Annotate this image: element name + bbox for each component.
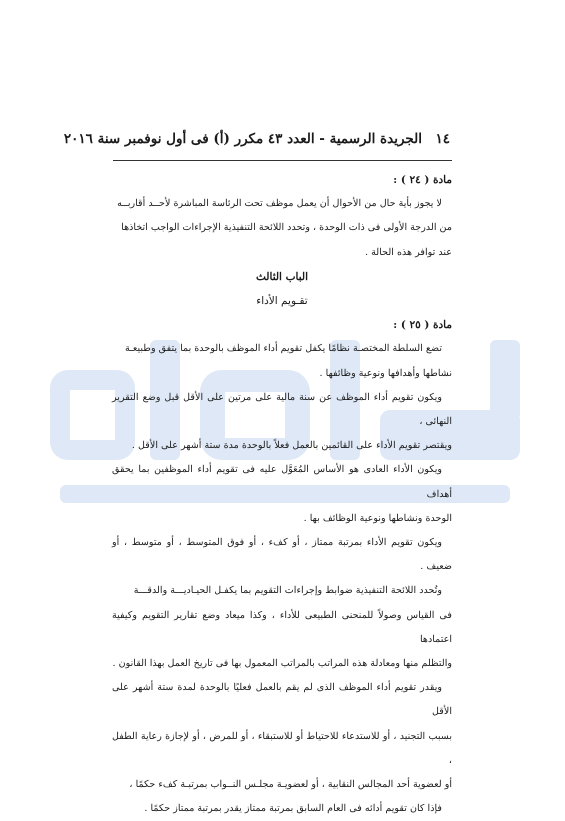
page-number: ١٤ <box>435 131 450 147</box>
article-25-line: ويكون تقويم الأداء بمرتبة ممتاز ، أو كفء ، أو فوق المتوسط ، أو متوسط ، أو ضعيف . <box>112 537 452 573</box>
article-25-line: نشاطها وأهدافها ونوعية وظائفها . <box>319 367 452 379</box>
document-body <box>112 168 452 821</box>
article-25-line: وتُحدد اللائحة التنفيذية ضوابط وإجراءات التقويم بما يكفـل الحيـاديـــة والدقـــة <box>133 585 442 597</box>
page-header <box>63 131 450 153</box>
part-title: الباب الثالث <box>255 270 309 283</box>
article-25-line: أو لعضوية أحد المجالس النقابية ، أو لعضويـة مجلـس النــواب بمرتبـة كفء حكمًا ، <box>129 779 452 791</box>
article-25-line: والتظلم منها ومعادلة هذه المراتب بالمراتب المعمول بها فى تاريخ العمل بهذا القانون . <box>112 658 452 670</box>
article-24-line: لا يجوز بأية حال من الأحوال أن يعمل موظف تحت الرئاسة المباشرة لأحــد أقاربــه <box>117 198 442 210</box>
article-25-line: فإذا كان تقويم أدائه فى العام السابق بمرتبة ممتاز يقدر بمرتبة ممتاز حكمًا . <box>144 803 442 815</box>
article-25-heading: مادة ( ٢٥ ) : <box>393 319 452 332</box>
article-24-heading: مادة ( ٢٤ ) : <box>393 174 452 186</box>
article-25-line: فى القياس وصولاً للمنحنى الطبيعى للأداء ، وكذا ميعاد وضع تقارير التقويم وكيفية اعتمادها <box>112 609 452 645</box>
article-24-line: من الدرجة الأولى فى ذات الوحدة ، وتحدد اللائحة التنفيذية الإجراءات الواجب اتخاذها <box>121 222 452 234</box>
gazette-title: الجريدة الرسمية - العدد ٤٣ مكرر (أ) فى أول نوفمبر سنة ٢٠١٦ <box>63 131 422 147</box>
header-divider <box>113 160 452 161</box>
article-25-line: ويقدر تقويم أداء الموظف الذى لم يقم بالعمل فعليًا بالوحدة لمدة ستة أشهر على الأقل <box>112 682 452 718</box>
article-24-line: عند توافر هذه الحالة . <box>365 246 452 258</box>
article-25-line: ويكون الأداء العادى هو الأساس المُعَوَّل عليه فى تقويم أداء الموظفين بما يحقق أهداف <box>112 464 452 500</box>
article-25-line: الوحدة ونشاطها ونوعية الوظائف بها . <box>303 512 452 524</box>
part-subtitle: تقـويم الأداء <box>256 295 308 308</box>
article-25-line: تضع السلطة المختصـة نظامًا يكفل تقويم أداء الموظف بالوحدة بما يتفق وطبيعـة <box>124 343 442 355</box>
article-25-line: ويقتصر تقويم الأداء على القائمين بالعمل فعلاً بالوحدة مدة ستة أشهر على الأقل . <box>131 440 452 452</box>
article-25-line: ويكون تقويم أداء الموظف عن سنة مالية على مرتين على الأقل قبل وضع التقرير النهائى ، <box>112 391 452 428</box>
article-25-line: بسبب التجنيد ، أو للاستدعاء للاحتياط أو للاستبقاء ، أو للمرض ، أو لإجازة رعاية الطفل ، <box>112 730 452 766</box>
